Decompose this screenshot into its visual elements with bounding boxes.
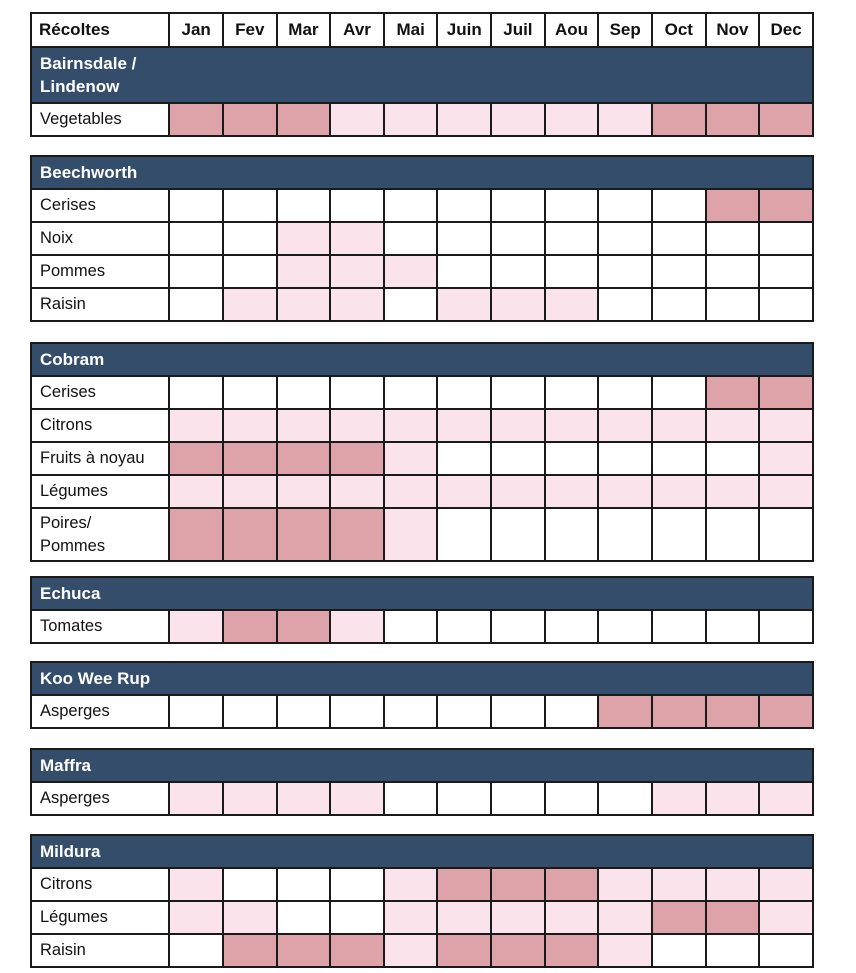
harvest-cell-jan xyxy=(169,475,223,508)
harvest-cell-avr xyxy=(330,610,384,643)
harvest-cell-aou xyxy=(545,189,599,222)
month-header-sep: Sep xyxy=(598,13,652,47)
crop-name: Raisin xyxy=(40,295,86,313)
harvest-cell-aou xyxy=(545,508,599,561)
crop-name: Tomates xyxy=(40,617,103,635)
harvest-cell-juin xyxy=(437,934,491,967)
harvest-cell-mar xyxy=(277,934,331,967)
region-row xyxy=(31,47,813,103)
harvest-cell-fev xyxy=(223,255,277,288)
region-table-koo-wee-rup xyxy=(30,661,814,729)
region-table-cobram xyxy=(30,342,814,562)
region-row xyxy=(31,577,813,610)
harvest-cell-mar xyxy=(277,475,331,508)
region-table-mildura xyxy=(30,834,814,968)
harvest-cell-avr xyxy=(330,103,384,136)
harvest-cell-nov xyxy=(706,868,760,901)
crop-name: Vegetables xyxy=(40,110,122,128)
harvest-cell-mar xyxy=(277,376,331,409)
crop-name: Fruits à noyau xyxy=(40,449,145,467)
harvest-cell-fev xyxy=(223,868,277,901)
harvest-cell-nov xyxy=(706,442,760,475)
harvest-cell-mai xyxy=(384,508,438,561)
harvest-cell-nov xyxy=(706,934,760,967)
month-header-nov: Nov xyxy=(706,13,760,47)
month-header-mar: Mar xyxy=(277,13,331,47)
harvest-cell-avr xyxy=(330,376,384,409)
harvest-cell-sep xyxy=(598,189,652,222)
harvest-cell-oct xyxy=(652,782,706,815)
harvest-cell-dec xyxy=(759,475,813,508)
harvest-cell-sep xyxy=(598,376,652,409)
harvest-cell-jan xyxy=(169,189,223,222)
harvest-cell-dec xyxy=(759,782,813,815)
harvest-cell-juil xyxy=(491,475,545,508)
harvest-cell-juin xyxy=(437,782,491,815)
harvest-cell-juil xyxy=(491,782,545,815)
harvest-cell-jan xyxy=(169,508,223,561)
harvest-cell-mai xyxy=(384,475,438,508)
harvest-cell-avr xyxy=(330,189,384,222)
harvest-cell-mar xyxy=(277,610,331,643)
harvest-cell-juil xyxy=(491,222,545,255)
harvest-cell-sep xyxy=(598,255,652,288)
harvest-cell-dec xyxy=(759,934,813,967)
harvest-cell-sep xyxy=(598,475,652,508)
crop-name: Cerises xyxy=(40,196,96,214)
region-row xyxy=(31,835,813,868)
harvest-cell-juin xyxy=(437,222,491,255)
harvest-cell-mar xyxy=(277,255,331,288)
crop-row xyxy=(31,409,813,442)
harvest-cell-nov xyxy=(706,610,760,643)
crop-row xyxy=(31,695,813,728)
harvest-cell-mar xyxy=(277,695,331,728)
region-name: Bairnsdale / Lindenow xyxy=(40,54,137,96)
harvest-cell-mar xyxy=(277,442,331,475)
harvest-cell-oct xyxy=(652,508,706,561)
harvest-cell-juin xyxy=(437,508,491,561)
harvest-cell-avr xyxy=(330,255,384,288)
harvest-cell-aou xyxy=(545,901,599,934)
region-row xyxy=(31,156,813,189)
crop-name: Asperges xyxy=(40,789,110,807)
harvest-cell-sep xyxy=(598,409,652,442)
harvest-cell-fev xyxy=(223,610,277,643)
harvest-cell-aou xyxy=(545,695,599,728)
harvest-cell-juin xyxy=(437,189,491,222)
harvest-cell-fev xyxy=(223,475,277,508)
harvest-cell-oct xyxy=(652,695,706,728)
month-header-fev: Fev xyxy=(223,13,277,47)
harvest-cell-juil xyxy=(491,442,545,475)
harvest-cell-nov xyxy=(706,782,760,815)
harvest-cell-oct xyxy=(652,610,706,643)
harvest-cell-juin xyxy=(437,901,491,934)
harvest-cell-juil xyxy=(491,376,545,409)
harvest-cell-jan xyxy=(169,610,223,643)
harvest-cell-avr xyxy=(330,222,384,255)
crop-row xyxy=(31,255,813,288)
harvest-cell-juil xyxy=(491,934,545,967)
harvest-cell-mar xyxy=(277,868,331,901)
harvest-cell-avr xyxy=(330,695,384,728)
harvest-cell-aou xyxy=(545,934,599,967)
harvest-cell-aou xyxy=(545,610,599,643)
month-header-juin: Juin xyxy=(437,13,491,47)
harvest-cell-fev xyxy=(223,189,277,222)
harvest-cell-dec xyxy=(759,695,813,728)
harvest-cell-nov xyxy=(706,288,760,321)
harvest-cell-nov xyxy=(706,255,760,288)
region-table-bairnsdale-lindenow xyxy=(30,12,814,137)
harvest-cell-sep xyxy=(598,782,652,815)
crop-name: Asperges xyxy=(40,702,110,720)
harvest-cell-aou xyxy=(545,103,599,136)
harvest-cell-avr xyxy=(330,475,384,508)
region-row xyxy=(31,343,813,376)
harvest-cell-avr xyxy=(330,409,384,442)
harvest-cell-avr xyxy=(330,288,384,321)
harvest-cell-mai xyxy=(384,409,438,442)
harvest-cell-fev xyxy=(223,288,277,321)
harvest-cell-dec xyxy=(759,868,813,901)
harvest-cell-fev xyxy=(223,103,277,136)
harvest-cell-sep xyxy=(598,442,652,475)
region-table-echuca xyxy=(30,576,814,644)
harvest-cell-jan xyxy=(169,103,223,136)
harvest-cell-sep xyxy=(598,508,652,561)
crop-row xyxy=(31,934,813,967)
harvest-cell-mai xyxy=(384,288,438,321)
month-header-avr: Avr xyxy=(330,13,384,47)
crop-name: Légumes xyxy=(40,482,108,500)
harvest-cell-jan xyxy=(169,222,223,255)
harvest-cell-avr xyxy=(330,901,384,934)
region-name: Maffra xyxy=(40,756,92,775)
harvest-cell-fev xyxy=(223,782,277,815)
harvest-cell-dec xyxy=(759,409,813,442)
harvest-cell-fev xyxy=(223,222,277,255)
harvest-cell-jan xyxy=(169,695,223,728)
crop-name: Cerises xyxy=(40,383,96,401)
harvest-cell-mar xyxy=(277,288,331,321)
harvest-cell-oct xyxy=(652,442,706,475)
harvest-cell-juil xyxy=(491,288,545,321)
harvest-cell-oct xyxy=(652,222,706,255)
crop-row xyxy=(31,376,813,409)
region-row xyxy=(31,749,813,782)
crop-row xyxy=(31,288,813,321)
harvest-cell-oct xyxy=(652,409,706,442)
harvest-cell-avr xyxy=(330,442,384,475)
harvest-cell-aou xyxy=(545,255,599,288)
harvest-cell-juin xyxy=(437,695,491,728)
region-row xyxy=(31,662,813,695)
harvest-cell-dec xyxy=(759,442,813,475)
harvest-cell-sep xyxy=(598,934,652,967)
harvest-cell-sep xyxy=(598,288,652,321)
harvest-cell-oct xyxy=(652,901,706,934)
harvest-cell-nov xyxy=(706,103,760,136)
harvest-cell-aou xyxy=(545,475,599,508)
harvest-cell-fev xyxy=(223,901,277,934)
header-row xyxy=(31,13,813,47)
harvest-cell-mai xyxy=(384,868,438,901)
harvest-cell-avr xyxy=(330,868,384,901)
harvest-cell-juil xyxy=(491,189,545,222)
harvest-cell-avr xyxy=(330,934,384,967)
harvest-cell-aou xyxy=(545,409,599,442)
harvest-cell-nov xyxy=(706,376,760,409)
month-header-aou: Aou xyxy=(545,13,599,47)
harvest-cell-mar xyxy=(277,409,331,442)
harvest-cell-nov xyxy=(706,695,760,728)
region-name: Koo Wee Rup xyxy=(40,669,151,688)
harvest-cell-dec xyxy=(759,189,813,222)
harvest-cell-jan xyxy=(169,288,223,321)
harvest-cell-juin xyxy=(437,475,491,508)
harvest-cell-mar xyxy=(277,508,331,561)
harvest-cell-mai xyxy=(384,934,438,967)
harvest-cell-jan xyxy=(169,901,223,934)
harvest-cell-oct xyxy=(652,103,706,136)
harvest-cell-aou xyxy=(545,288,599,321)
harvest-cell-oct xyxy=(652,189,706,222)
crop-row xyxy=(31,189,813,222)
crop-row xyxy=(31,508,813,561)
harvest-cell-nov xyxy=(706,901,760,934)
harvest-cell-mar xyxy=(277,782,331,815)
harvest-cell-nov xyxy=(706,409,760,442)
crop-name: Citrons xyxy=(40,416,93,434)
harvest-cell-aou xyxy=(545,782,599,815)
harvest-cell-juin xyxy=(437,288,491,321)
harvest-cell-sep xyxy=(598,610,652,643)
harvest-cell-fev xyxy=(223,409,277,442)
harvest-cell-oct xyxy=(652,288,706,321)
harvest-cell-dec xyxy=(759,901,813,934)
region-name: Mildura xyxy=(40,842,101,861)
region-table-maffra xyxy=(30,748,814,816)
harvest-cell-fev xyxy=(223,695,277,728)
harvest-cell-juin xyxy=(437,868,491,901)
harvest-cell-mai xyxy=(384,255,438,288)
harvest-cell-jan xyxy=(169,934,223,967)
harvest-cell-sep xyxy=(598,103,652,136)
harvest-cell-mai xyxy=(384,103,438,136)
harvest-cell-aou xyxy=(545,868,599,901)
harvest-cell-mai xyxy=(384,222,438,255)
harvest-cell-juil xyxy=(491,901,545,934)
harvest-cell-juin xyxy=(437,103,491,136)
harvest-cell-jan xyxy=(169,442,223,475)
harvest-cell-fev xyxy=(223,442,277,475)
crop-row xyxy=(31,901,813,934)
region-name: Cobram xyxy=(40,350,105,369)
harvest-cell-oct xyxy=(652,868,706,901)
harvest-cell-mai xyxy=(384,901,438,934)
harvest-cell-aou xyxy=(545,376,599,409)
crop-name: Légumes xyxy=(40,908,108,926)
crop-row xyxy=(31,442,813,475)
month-header-oct: Oct xyxy=(652,13,706,47)
harvest-cell-sep xyxy=(598,695,652,728)
harvest-cell-dec xyxy=(759,255,813,288)
harvest-cell-juil xyxy=(491,508,545,561)
harvest-cell-jan xyxy=(169,409,223,442)
harvest-cell-sep xyxy=(598,868,652,901)
harvest-cell-aou xyxy=(545,222,599,255)
harvest-cell-mai xyxy=(384,376,438,409)
crop-row xyxy=(31,222,813,255)
harvest-cell-mai xyxy=(384,442,438,475)
header-label: Récoltes xyxy=(31,13,169,47)
harvest-cell-nov xyxy=(706,475,760,508)
harvest-cell-juil xyxy=(491,255,545,288)
harvest-cell-oct xyxy=(652,255,706,288)
harvest-cell-fev xyxy=(223,934,277,967)
crop-row xyxy=(31,868,813,901)
crop-row xyxy=(31,782,813,815)
harvest-cell-juin xyxy=(437,442,491,475)
harvest-cell-jan xyxy=(169,376,223,409)
harvest-cell-mai xyxy=(384,610,438,643)
harvest-cell-oct xyxy=(652,376,706,409)
crop-name: Citrons xyxy=(40,875,93,893)
harvest-cell-juil xyxy=(491,868,545,901)
harvest-cell-mai xyxy=(384,695,438,728)
harvest-cell-mar xyxy=(277,189,331,222)
region-name: Beechworth xyxy=(40,163,138,182)
harvest-cell-mar xyxy=(277,901,331,934)
harvest-cell-juil xyxy=(491,103,545,136)
harvest-cell-dec xyxy=(759,376,813,409)
harvest-cell-sep xyxy=(598,222,652,255)
harvest-cell-jan xyxy=(169,868,223,901)
crop-row xyxy=(31,475,813,508)
harvest-cell-fev xyxy=(223,508,277,561)
harvest-cell-mai xyxy=(384,189,438,222)
crop-row xyxy=(31,610,813,643)
harvest-cell-dec xyxy=(759,288,813,321)
region-table-beechworth xyxy=(30,155,814,322)
crop-name: Raisin xyxy=(40,941,86,959)
harvest-cell-dec xyxy=(759,103,813,136)
harvest-cell-oct xyxy=(652,934,706,967)
harvest-cell-juil xyxy=(491,610,545,643)
harvest-cell-oct xyxy=(652,475,706,508)
crop-row xyxy=(31,103,813,136)
harvest-cell-jan xyxy=(169,782,223,815)
harvest-cell-dec xyxy=(759,222,813,255)
harvest-cell-nov xyxy=(706,508,760,561)
harvest-cell-aou xyxy=(545,442,599,475)
harvest-cell-juin xyxy=(437,255,491,288)
region-name: Echuca xyxy=(40,584,101,603)
month-header-mai: Mai xyxy=(384,13,438,47)
harvest-cell-juin xyxy=(437,376,491,409)
month-header-juil: Juil xyxy=(491,13,545,47)
month-header-jan: Jan xyxy=(169,13,223,47)
harvest-cell-juil xyxy=(491,409,545,442)
harvest-cell-jan xyxy=(169,255,223,288)
crop-name: Noix xyxy=(40,229,74,247)
harvest-cell-nov xyxy=(706,222,760,255)
harvest-cell-avr xyxy=(330,782,384,815)
harvest-cell-mai xyxy=(384,782,438,815)
harvest-cell-juil xyxy=(491,695,545,728)
harvest-cell-mar xyxy=(277,222,331,255)
harvest-cell-mar xyxy=(277,103,331,136)
harvest-cell-avr xyxy=(330,508,384,561)
harvest-cell-dec xyxy=(759,610,813,643)
harvest-cell-dec xyxy=(759,508,813,561)
harvest-cell-juin xyxy=(437,409,491,442)
harvest-cell-fev xyxy=(223,376,277,409)
harvest-cell-nov xyxy=(706,189,760,222)
month-header-dec: Dec xyxy=(759,13,813,47)
harvest-cell-sep xyxy=(598,901,652,934)
crop-name: Poires/ Pommes xyxy=(40,513,106,555)
harvest-cell-juin xyxy=(437,610,491,643)
crop-name: Pommes xyxy=(40,262,106,280)
